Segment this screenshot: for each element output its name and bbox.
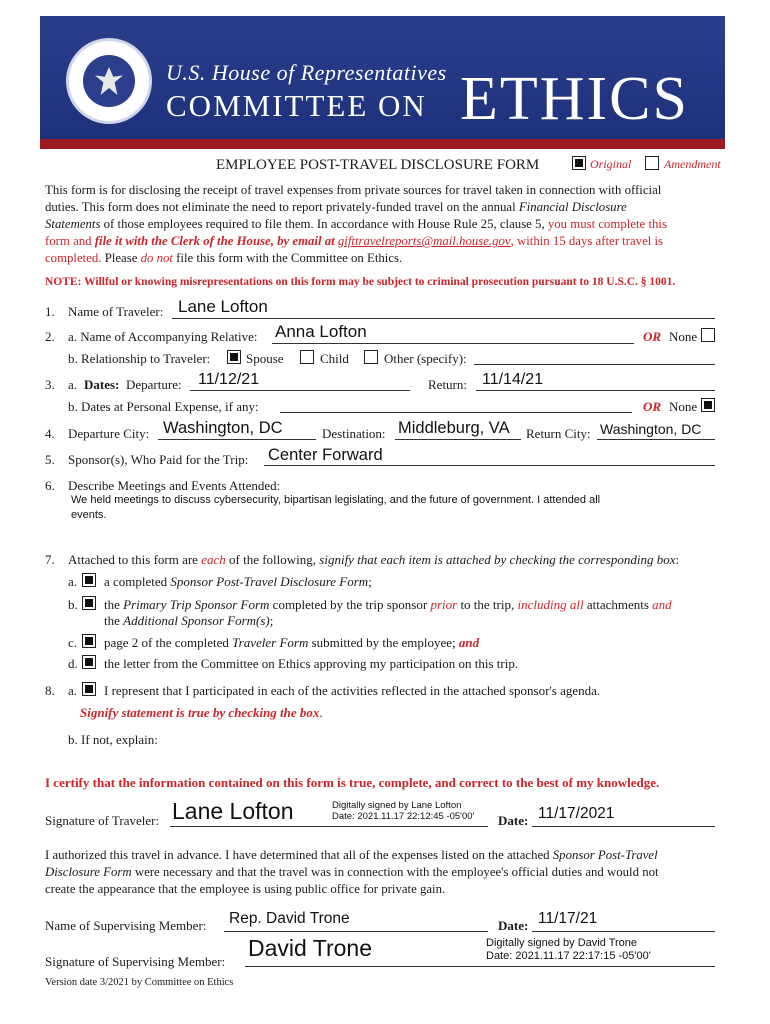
q2a-label: a. Name of Accompanying Relative: xyxy=(68,329,258,344)
q3-or: OR xyxy=(643,399,662,414)
q7c-text: page 2 of the completed Traveler Form submitted by the employee; and xyxy=(104,635,480,650)
departure-label: Departure: xyxy=(126,377,182,392)
q7a-letter: a. xyxy=(68,574,78,589)
other-checkbox[interactable] xyxy=(364,350,378,364)
relative-line xyxy=(272,343,634,344)
q7a-text: a completed Sponsor Post-Travel Disclosure Form; xyxy=(104,574,372,589)
q4-number: 4. xyxy=(45,426,55,441)
certify-statement: I certify that the information contained on this form is true, complete, and correct to the best of my knowledge. xyxy=(45,775,660,790)
q5-number: 5. xyxy=(45,452,55,467)
original-checkbox[interactable] xyxy=(572,156,586,170)
q3-none-label: None xyxy=(669,399,698,414)
q3b-label: b. Dates at Personal Expense, if any: xyxy=(68,399,259,414)
intro-paragraph: This form is for disclosing the receipt of travel expenses from private sources for travel taken in connection with official duties. This form does not eliminate the need to report privately-funded travel on the annual Financial Disclosure Statements of those employees required to file them. In accordance with House Rule 25, clause 5, you must complete this form and file it with the Clerk of the House, by email at gifttravelreports@mail.house.gov, within 15 days after travel is completed. Please do not file this form with the Committee on Ethics. xyxy=(45,183,667,265)
spouse-label: Spouse xyxy=(246,351,284,366)
relative-none-checkbox[interactable] xyxy=(701,328,715,342)
q2-or: OR xyxy=(643,329,662,344)
q7b-text-2: the Additional Sponsor Form(s); xyxy=(104,613,274,628)
return-date-field[interactable]: 11/14/21 xyxy=(482,371,544,388)
q1-label: Name of Traveler: xyxy=(68,304,164,319)
supervisor-date-label: Date: xyxy=(498,918,529,933)
banner-ethics: ETHICS xyxy=(460,65,689,133)
q7b-letter: b. xyxy=(68,597,78,612)
destination-line xyxy=(395,439,521,440)
personal-dates-field[interactable] xyxy=(280,412,632,413)
departure-date-field[interactable]: 11/12/21 xyxy=(198,371,260,388)
supervisor-name-label: Name of Supervising Member: xyxy=(45,918,207,933)
departure-city-line xyxy=(158,439,316,440)
house-seal-icon xyxy=(66,38,152,124)
sponsor-line xyxy=(264,465,715,466)
original-label: Original xyxy=(590,157,632,171)
destination-label: Destination: xyxy=(322,426,386,441)
return-city-line xyxy=(597,439,715,440)
q3-number: 3. xyxy=(45,377,55,392)
header-banner xyxy=(40,16,725,149)
q6-label: Describe Meetings and Events Attended: xyxy=(68,478,281,493)
traveler-name-line xyxy=(172,318,715,319)
other-specify-field[interactable] xyxy=(474,364,715,365)
form-title: EMPLOYEE POST-TRAVEL DISCLOSURE FORM xyxy=(216,157,540,173)
other-label: Other (specify): xyxy=(384,351,467,366)
traveler-signature-line xyxy=(170,826,488,827)
authorization-paragraph: I authorized this travel in advance. I have determined that all of the expenses listed on the attached Sponsor Post-Travel Disclosure Form were necessary and that the travel was in connection with the employee's official duties and would not create the appearance that the employee is using public office for private gain. xyxy=(45,848,659,896)
q2b-label: b. Relationship to Traveler: xyxy=(68,351,211,366)
amendment-checkbox[interactable] xyxy=(645,156,659,170)
spouse-checkbox[interactable] xyxy=(227,350,241,364)
q8-number: 8. xyxy=(45,683,55,698)
q8b-label: b. If not, explain: xyxy=(68,732,158,747)
personal-none-checkbox[interactable] xyxy=(701,398,715,412)
meetings-description-field[interactable]: We held meetings to discuss cybersecurity, bipartisan legislating, and the future of government. I attended all events. xyxy=(71,494,601,521)
destination-field[interactable]: Middleburg, VA xyxy=(398,419,510,437)
supervisor-date-field[interactable]: 11/17/21 xyxy=(538,910,598,927)
traveler-date-field[interactable]: 11/17/2021 xyxy=(538,805,615,822)
departure-line xyxy=(190,390,410,391)
departure-city-field[interactable]: Washington, DC xyxy=(163,419,283,437)
q7-intro: Attached to this form are each of the following, signify that each item is attached by checking the corresponding box: xyxy=(68,552,680,567)
traveler-date-label: Date: xyxy=(498,813,529,828)
q7d-letter: d. xyxy=(68,656,78,671)
traveler-name-field[interactable]: Lane Lofton xyxy=(178,297,268,316)
departure-city-label: Departure City: xyxy=(68,426,150,441)
supervisor-digital-signature: Digitally signed by David Trone Date: 2021.11.17 22:17:15 -05'00' xyxy=(486,937,651,962)
q6-number: 6. xyxy=(45,478,55,493)
version-footer: Version date 3/2021 by Committee on Ethics xyxy=(45,977,234,988)
traveler-signature-field[interactable]: Lane Lofton xyxy=(172,798,294,824)
q7b-text: the Primary Trip Sponsor Form completed by the trip sponsor prior to the trip, including all attachments and xyxy=(104,597,672,612)
q2-number: 2. xyxy=(45,329,55,344)
q8a-prefix: a. xyxy=(68,683,78,698)
child-checkbox[interactable] xyxy=(300,350,314,364)
supervisor-name-field[interactable]: Rep. David Trone xyxy=(229,910,350,927)
q3-dates-label: Dates: xyxy=(84,377,120,392)
q7b-checkbox[interactable] xyxy=(82,596,96,610)
signify-note: Signify statement is true by checking the box. xyxy=(80,705,323,720)
traveler-signature-label: Signature of Traveler: xyxy=(45,813,160,828)
q8a-checkbox[interactable] xyxy=(82,682,96,696)
child-label: Child xyxy=(320,351,349,366)
q2-none-label: None xyxy=(669,329,698,344)
q7d-checkbox[interactable] xyxy=(82,655,96,669)
supervisor-signature-label: Signature of Supervising Member: xyxy=(45,954,226,969)
relative-name-field[interactable]: Anna Lofton xyxy=(275,322,367,341)
note-text: NOTE: Willful or knowing misrepresentations on this form may be subject to criminal prosecution pursuant to 18 U.S.C. § 1001. xyxy=(45,276,676,288)
q5-label: Sponsor(s), Who Paid for the Trip: xyxy=(68,452,249,467)
banner-committee: COMMITTEE ON xyxy=(166,88,427,123)
amendment-label: Amendment xyxy=(664,157,721,171)
supervisor-signature-line xyxy=(245,966,715,967)
q7-number: 7. xyxy=(45,552,55,567)
sponsor-field[interactable]: Center Forward xyxy=(268,446,383,464)
q8a-text: I represent that I participated in each of the activities reflected in the attached sponsor's agenda. xyxy=(104,683,601,698)
supervisor-date-line xyxy=(532,931,715,932)
supervisor-name-line xyxy=(224,931,488,932)
q7c-letter: c. xyxy=(68,635,78,650)
q3a-prefix: a. xyxy=(68,377,78,392)
return-line xyxy=(476,390,715,391)
traveler-date-line xyxy=(532,826,715,827)
q7d-text: the letter from the Committee on Ethics approving my participation on this trip. xyxy=(104,656,519,671)
return-city-label: Return City: xyxy=(526,426,591,441)
traveler-digital-signature: Digitally signed by Lane Lofton Date: 2021.11.17 22:12:45 -05'00' xyxy=(332,800,475,822)
q1-number: 1. xyxy=(45,304,55,319)
banner-org: U.S. House of Representatives xyxy=(166,60,447,85)
supervisor-signature-field[interactable]: David Trone xyxy=(248,935,373,961)
return-city-field[interactable]: Washington, DC xyxy=(600,421,702,437)
q7a-checkbox[interactable] xyxy=(82,573,96,587)
q7c-checkbox[interactable] xyxy=(82,634,96,648)
return-label: Return: xyxy=(428,377,467,392)
